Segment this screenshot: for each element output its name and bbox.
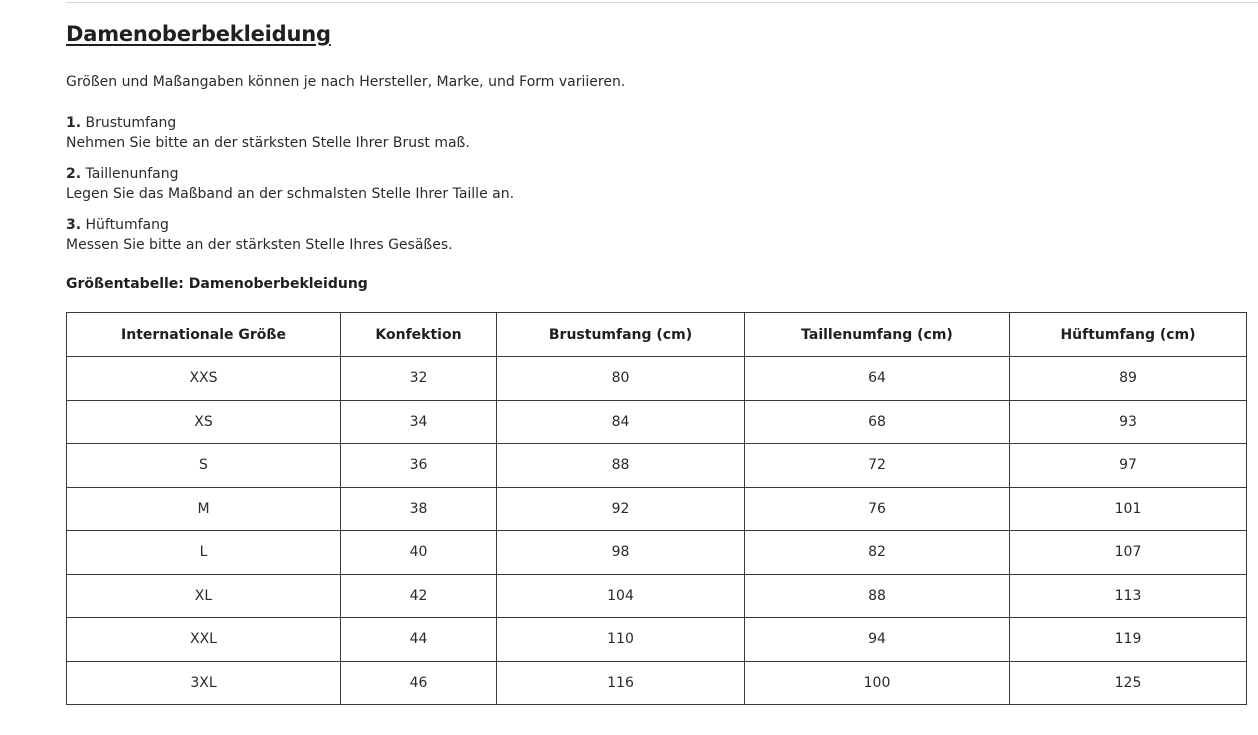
cell-taille: 72 <box>745 444 1010 488</box>
cell-size: 3XL <box>67 661 341 705</box>
measurement-name: Brustumfang <box>85 115 177 131</box>
cell-huefte: 107 <box>1010 531 1247 575</box>
cell-brust: 116 <box>497 661 745 705</box>
cell-konfektion: 36 <box>341 444 497 488</box>
intro-text: Größen und Maßangaben können je nach Hersteller, Marke, und Form variieren. <box>66 74 626 90</box>
measurement-number: 3. <box>66 217 82 233</box>
cell-taille: 94 <box>745 618 1010 662</box>
cell-size: M <box>67 487 341 531</box>
table-row <box>67 357 1247 401</box>
measurement-instruction: Messen Sie bitte an der stärksten Stelle Ihres Gesäßes. <box>66 237 453 253</box>
cell-huefte: 97 <box>1010 444 1247 488</box>
table-row <box>67 487 1247 531</box>
cell-size: S <box>67 444 341 488</box>
cell-brust: 80 <box>497 357 745 401</box>
cell-konfektion: 40 <box>341 531 497 575</box>
cell-huefte: 89 <box>1010 357 1247 401</box>
cell-size: XS <box>67 400 341 444</box>
cell-taille: 76 <box>745 487 1010 531</box>
page-title: Damenoberbekleidung <box>66 22 331 46</box>
table-row <box>67 661 1247 705</box>
cell-brust: 104 <box>497 574 745 618</box>
measurement-instruction: Legen Sie das Maßband an der schmalsten Stelle Ihrer Taille an. <box>66 186 515 202</box>
cell-taille: 82 <box>745 531 1010 575</box>
cell-konfektion: 34 <box>341 400 497 444</box>
cell-konfektion: 46 <box>341 661 497 705</box>
header-brustumfang: Brustumfang (cm) <box>497 313 745 357</box>
cell-brust: 92 <box>497 487 745 531</box>
cell-taille: 68 <box>745 400 1010 444</box>
cell-konfektion: 38 <box>341 487 497 531</box>
cell-brust: 98 <box>497 531 745 575</box>
header-international-size: Internationale Größe <box>67 313 341 357</box>
measurement-name: Hüftumfang <box>85 217 169 233</box>
table-row <box>67 531 1247 575</box>
header-hueftumfang: Hüftumfang (cm) <box>1010 313 1247 357</box>
cell-size: XL <box>67 574 341 618</box>
cell-brust: 88 <box>497 444 745 488</box>
cell-huefte: 93 <box>1010 400 1247 444</box>
cell-konfektion: 42 <box>341 574 497 618</box>
cell-huefte: 125 <box>1010 661 1247 705</box>
measurement-name: Taillenunfang <box>85 166 179 182</box>
cell-size: XXL <box>67 618 341 662</box>
top-divider <box>66 2 1258 3</box>
cell-taille: 64 <box>745 357 1010 401</box>
cell-taille: 88 <box>745 574 1010 618</box>
measurement-number: 1. <box>66 115 82 131</box>
table-row <box>67 400 1247 444</box>
cell-huefte: 113 <box>1010 574 1247 618</box>
table-row <box>67 618 1247 662</box>
cell-taille: 100 <box>745 661 1010 705</box>
header-taillenumfang: Taillenumfang (cm) <box>745 313 1010 357</box>
cell-size: XXS <box>67 357 341 401</box>
cell-konfektion: 32 <box>341 357 497 401</box>
measurement-number: 2. <box>66 166 82 182</box>
measurement-instruction: Nehmen Sie bitte an der stärksten Stelle Ihrer Brust maß. <box>66 135 470 151</box>
measurement-taille <box>66 164 514 204</box>
table-header-row <box>67 313 1247 357</box>
measurement-brust <box>66 113 470 153</box>
cell-konfektion: 44 <box>341 618 497 662</box>
cell-brust: 84 <box>497 400 745 444</box>
cell-brust: 110 <box>497 618 745 662</box>
table-row <box>67 574 1247 618</box>
measurement-huefte <box>66 215 453 255</box>
table-row <box>67 444 1247 488</box>
header-konfektion: Konfektion <box>341 313 497 357</box>
cell-huefte: 119 <box>1010 618 1247 662</box>
cell-huefte: 101 <box>1010 487 1247 531</box>
size-table <box>66 312 1247 705</box>
size-table-title: Größentabelle: Damenoberbekleidung <box>66 276 368 292</box>
cell-size: L <box>67 531 341 575</box>
